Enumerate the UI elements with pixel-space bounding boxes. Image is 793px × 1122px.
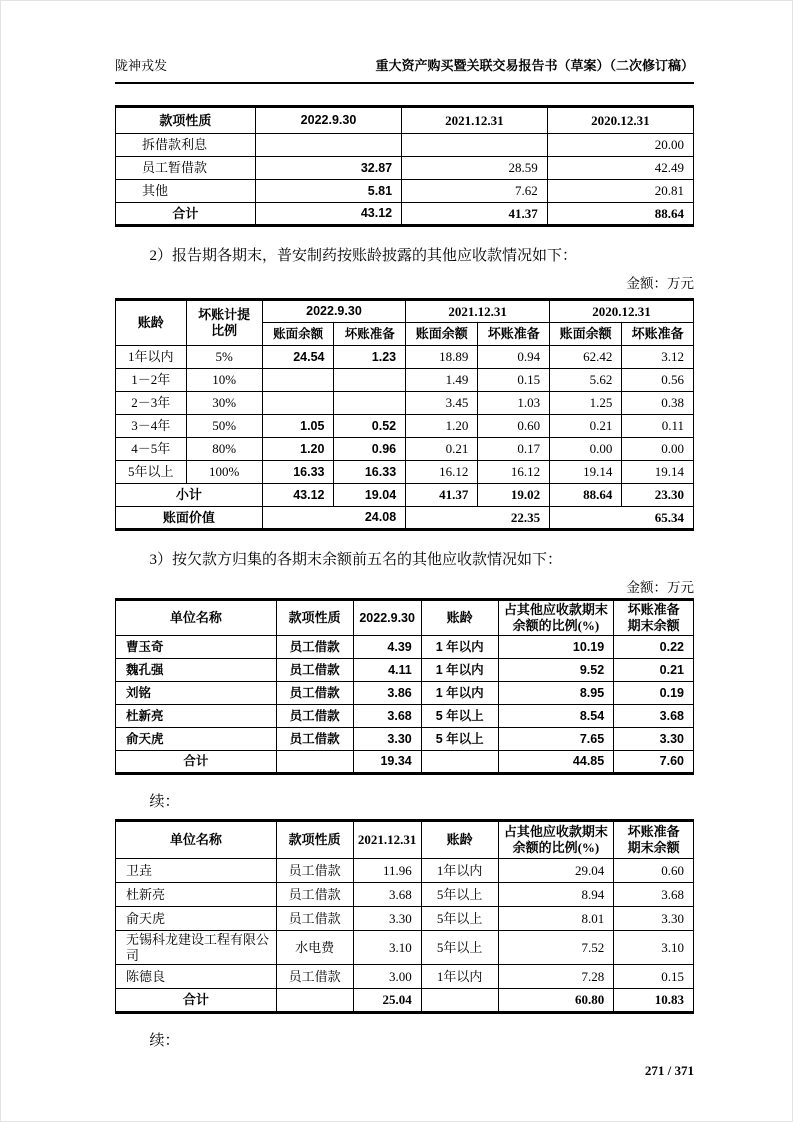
cell: 员工暂借款 bbox=[116, 157, 256, 180]
cell: 7.28 bbox=[498, 965, 614, 989]
cell: 2－3年 bbox=[116, 392, 187, 415]
cell: 60.80 bbox=[498, 989, 614, 1013]
cell: 88.64 bbox=[547, 203, 693, 226]
cell: 4.39 bbox=[353, 636, 421, 659]
cell: 0.60 bbox=[478, 415, 550, 438]
cell: 0.00 bbox=[550, 438, 622, 461]
cell: 员工借款 bbox=[276, 682, 353, 705]
cell: 43.12 bbox=[255, 203, 401, 226]
table-total-row bbox=[116, 989, 694, 1013]
table-row bbox=[116, 415, 694, 438]
cell: 16.33 bbox=[334, 461, 406, 484]
page-number: 271 / 371 bbox=[644, 1063, 694, 1079]
cell bbox=[421, 989, 498, 1013]
cell: 合计 bbox=[116, 751, 277, 774]
table-row bbox=[116, 134, 694, 157]
cell: 3.30 bbox=[353, 728, 421, 751]
header-cell-label: 坏账准备期末余额 bbox=[627, 602, 680, 633]
cell: 3.00 bbox=[353, 965, 421, 989]
table-total-row bbox=[116, 203, 694, 226]
table-header-row bbox=[116, 107, 694, 134]
table-header-row bbox=[116, 600, 694, 636]
cell: 62.42 bbox=[550, 346, 622, 369]
cell: 其他 bbox=[116, 180, 256, 203]
table-row bbox=[116, 682, 694, 705]
cell bbox=[262, 392, 334, 415]
cell: 1 年以内 bbox=[421, 636, 498, 659]
cell: 1.25 bbox=[550, 392, 622, 415]
cell: 0.21 bbox=[406, 438, 478, 461]
cell: 小计 bbox=[116, 484, 263, 507]
table-row bbox=[116, 728, 694, 751]
cell: 24.08 bbox=[262, 507, 405, 530]
header-cell-label: 坏账准备期末余额 bbox=[627, 824, 680, 855]
section-2-heading: 2）报告期各期末，普安制药按账龄披露的其他应收款情况如下： bbox=[149, 248, 578, 264]
cell: 4.11 bbox=[353, 659, 421, 682]
cell: 3.10 bbox=[353, 931, 421, 965]
cell: 7.62 bbox=[402, 180, 548, 203]
cell: 员工借款 bbox=[276, 636, 353, 659]
cell: 3.68 bbox=[614, 705, 694, 728]
cell: 1.20 bbox=[262, 438, 334, 461]
cell: 5 年以上 bbox=[421, 705, 498, 728]
cell: 16.33 bbox=[262, 461, 334, 484]
cell: 1.05 bbox=[262, 415, 334, 438]
header-cell: 2022.9.30 bbox=[255, 107, 401, 134]
cell: 合计 bbox=[116, 203, 256, 226]
cell: 5.81 bbox=[255, 180, 401, 203]
cell: 3.68 bbox=[614, 883, 694, 907]
cell: 80% bbox=[186, 438, 262, 461]
cell: 32.87 bbox=[255, 157, 401, 180]
cell: 1年以内 bbox=[421, 965, 498, 989]
table-bookvalue-row bbox=[116, 507, 694, 530]
header-cell: 坏账准备 bbox=[478, 323, 550, 346]
cell: 0.96 bbox=[334, 438, 406, 461]
cell bbox=[255, 134, 401, 157]
unit-label: 金额：万元 bbox=[626, 580, 694, 595]
table-header-row bbox=[116, 821, 694, 859]
cell: 5年以上 bbox=[421, 907, 498, 931]
cell: 88.64 bbox=[550, 484, 622, 507]
header-cell-label: 占其他应收款期末余额的比例(%) bbox=[503, 602, 608, 633]
header-cell: 坏账准备 bbox=[334, 323, 406, 346]
cell: 10.83 bbox=[614, 989, 694, 1013]
cell: 19.04 bbox=[334, 484, 406, 507]
cell: 0.22 bbox=[614, 636, 694, 659]
cell: 19.02 bbox=[478, 484, 550, 507]
header-cell: 单位名称 bbox=[116, 600, 277, 636]
cell: 8.54 bbox=[498, 705, 614, 728]
cell: 1年以内 bbox=[116, 346, 187, 369]
header-cell bbox=[498, 821, 614, 859]
cell: 0.19 bbox=[614, 682, 694, 705]
header-cell: 2020.12.31 bbox=[550, 300, 694, 323]
top5-debtors-table-2022 bbox=[115, 598, 694, 775]
header-cell bbox=[614, 821, 694, 859]
header-cell: 2020.12.31 bbox=[547, 107, 693, 134]
header-cell: 账龄 bbox=[421, 821, 498, 859]
header-cell: 2021.12.31 bbox=[353, 821, 421, 859]
header-cell: 款项性质 bbox=[276, 600, 353, 636]
cell: 员工借款 bbox=[276, 705, 353, 728]
header-cell: 款项性质 bbox=[276, 821, 353, 859]
cell: 0.56 bbox=[622, 369, 694, 392]
table-total-row bbox=[116, 751, 694, 774]
cell: 25.04 bbox=[353, 989, 421, 1013]
cell: 7.65 bbox=[498, 728, 614, 751]
cell: 18.89 bbox=[406, 346, 478, 369]
continuation-label: 续： bbox=[149, 1033, 180, 1050]
cell: 账面价值 bbox=[116, 507, 263, 530]
page-content bbox=[115, 1, 694, 1079]
cell: 4－5年 bbox=[116, 438, 187, 461]
cell: 1－2年 bbox=[116, 369, 187, 392]
cell bbox=[421, 751, 498, 774]
cell: 44.85 bbox=[498, 751, 614, 774]
cell bbox=[402, 134, 548, 157]
unit-label: 金额：万元 bbox=[626, 276, 694, 291]
cell: 刘铭 bbox=[116, 682, 277, 705]
cell: 俞天虎 bbox=[116, 728, 277, 751]
cell: 3.12 bbox=[622, 346, 694, 369]
cell bbox=[334, 369, 406, 392]
table-row bbox=[116, 965, 694, 989]
header-cell: 款项性质 bbox=[116, 107, 256, 134]
cell: 3.10 bbox=[614, 931, 694, 965]
cell: 28.59 bbox=[402, 157, 548, 180]
document-header bbox=[115, 1, 694, 84]
cell: 拆借款利息 bbox=[116, 134, 256, 157]
table-row bbox=[116, 461, 694, 484]
cell: 29.04 bbox=[498, 859, 614, 883]
cell: 0.21 bbox=[550, 415, 622, 438]
table-row bbox=[116, 369, 694, 392]
header-cell: 2022.9.30 bbox=[353, 600, 421, 636]
cell: 20.00 bbox=[547, 134, 693, 157]
cell: 0.17 bbox=[478, 438, 550, 461]
cell: 3－4年 bbox=[116, 415, 187, 438]
table-row bbox=[116, 705, 694, 728]
cell: 7.52 bbox=[498, 931, 614, 965]
doc-header-title: 重大资产购买暨关联交易报告书（草案）（二次修订稿） bbox=[375, 58, 694, 73]
doc-header-company: 陇神戎发 bbox=[115, 58, 168, 73]
cell: 3.68 bbox=[353, 883, 421, 907]
cell: 3.86 bbox=[353, 682, 421, 705]
section-3-heading: 3）按欠款方归集的各期末余额前五名的其他应收款情况如下： bbox=[149, 552, 563, 568]
header-cell-label: 坏账计提比例 bbox=[198, 307, 251, 338]
header-cell: 坏账准备 bbox=[622, 323, 694, 346]
cell: 曹玉奇 bbox=[116, 636, 277, 659]
header-cell bbox=[186, 300, 262, 346]
cell: 24.54 bbox=[262, 346, 334, 369]
table-row bbox=[116, 859, 694, 883]
cell: 8.01 bbox=[498, 907, 614, 931]
table-row bbox=[116, 392, 694, 415]
loan-nature-table bbox=[115, 105, 694, 227]
cell: 8.95 bbox=[498, 682, 614, 705]
cell: 5 年以上 bbox=[421, 728, 498, 751]
cell: 员工借款 bbox=[276, 859, 353, 883]
cell: 无锡科龙建设工程有限公司 bbox=[116, 931, 277, 965]
header-cell: 账面余额 bbox=[406, 323, 478, 346]
table-row bbox=[116, 438, 694, 461]
table-row bbox=[116, 346, 694, 369]
cell: 1.49 bbox=[406, 369, 478, 392]
cell: 16.12 bbox=[478, 461, 550, 484]
cell: 9.52 bbox=[498, 659, 614, 682]
top5-debtors-table-2021 bbox=[115, 819, 694, 1014]
aging-table bbox=[115, 298, 694, 531]
cell: 30% bbox=[186, 392, 262, 415]
table-row bbox=[116, 907, 694, 931]
cell: 11.96 bbox=[353, 859, 421, 883]
cell: 5% bbox=[186, 346, 262, 369]
cell: 5年以上 bbox=[421, 931, 498, 965]
cell: 42.49 bbox=[547, 157, 693, 180]
cell: 3.68 bbox=[353, 705, 421, 728]
cell: 3.30 bbox=[353, 907, 421, 931]
cell: 0.00 bbox=[622, 438, 694, 461]
table-subtotal-row bbox=[116, 484, 694, 507]
cell: 员工借款 bbox=[276, 883, 353, 907]
cell: 0.21 bbox=[614, 659, 694, 682]
cell: 合计 bbox=[116, 989, 277, 1013]
cell: 员工借款 bbox=[276, 965, 353, 989]
header-cell: 2021.12.31 bbox=[402, 107, 548, 134]
cell: 0.60 bbox=[614, 859, 694, 883]
cell: 23.30 bbox=[622, 484, 694, 507]
cell: 1 年以内 bbox=[421, 659, 498, 682]
header-cell bbox=[498, 600, 614, 636]
cell: 0.15 bbox=[478, 369, 550, 392]
cell: 1.20 bbox=[406, 415, 478, 438]
cell: 员工借款 bbox=[276, 659, 353, 682]
table-header-row bbox=[116, 300, 694, 323]
cell: 16.12 bbox=[406, 461, 478, 484]
table-row bbox=[116, 157, 694, 180]
cell: 5年以上 bbox=[421, 883, 498, 907]
header-cell: 账龄 bbox=[421, 600, 498, 636]
cell: 员工借款 bbox=[276, 907, 353, 931]
cell: 0.38 bbox=[622, 392, 694, 415]
table-row bbox=[116, 180, 694, 203]
header-cell: 账面余额 bbox=[262, 323, 334, 346]
continuation-label: 续： bbox=[149, 794, 180, 810]
cell: 10% bbox=[186, 369, 262, 392]
cell: 陈德良 bbox=[116, 965, 277, 989]
table-row bbox=[116, 659, 694, 682]
cell: 22.35 bbox=[406, 507, 550, 530]
cell: 65.34 bbox=[550, 507, 694, 530]
cell: 水电费 bbox=[276, 931, 353, 965]
cell: 员工借款 bbox=[276, 728, 353, 751]
header-cell: 单位名称 bbox=[116, 821, 277, 859]
cell: 19.14 bbox=[550, 461, 622, 484]
header-cell: 2022.9.30 bbox=[262, 300, 405, 323]
cell: 1年以内 bbox=[421, 859, 498, 883]
header-cell: 2021.12.31 bbox=[406, 300, 550, 323]
cell: 0.15 bbox=[614, 965, 694, 989]
cell: 3.45 bbox=[406, 392, 478, 415]
cell: 100% bbox=[186, 461, 262, 484]
cell bbox=[334, 392, 406, 415]
cell: 杜新亮 bbox=[116, 883, 277, 907]
cell: 卫垚 bbox=[116, 859, 277, 883]
cell: 俞天虎 bbox=[116, 907, 277, 931]
cell bbox=[262, 369, 334, 392]
cell: 1.03 bbox=[478, 392, 550, 415]
cell: 50% bbox=[186, 415, 262, 438]
cell: 3.30 bbox=[614, 907, 694, 931]
table-row bbox=[116, 883, 694, 907]
header-cell: 账面余额 bbox=[550, 323, 622, 346]
cell: 1.23 bbox=[334, 346, 406, 369]
cell bbox=[276, 989, 353, 1013]
cell: 8.94 bbox=[498, 883, 614, 907]
cell: 杜新亮 bbox=[116, 705, 277, 728]
cell: 20.81 bbox=[547, 180, 693, 203]
cell: 3.30 bbox=[614, 728, 694, 751]
cell: 43.12 bbox=[262, 484, 334, 507]
cell: 19.14 bbox=[622, 461, 694, 484]
cell: 10.19 bbox=[498, 636, 614, 659]
cell: 5年以上 bbox=[116, 461, 187, 484]
header-cell-label: 占其他应收款期末余额的比例(%) bbox=[503, 824, 608, 855]
cell: 19.34 bbox=[353, 751, 421, 774]
cell: 魏孔强 bbox=[116, 659, 277, 682]
cell: 41.37 bbox=[402, 203, 548, 226]
cell: 41.37 bbox=[406, 484, 478, 507]
table-row bbox=[116, 931, 694, 965]
table-row bbox=[116, 636, 694, 659]
cell: 1 年以内 bbox=[421, 682, 498, 705]
cell: 0.11 bbox=[622, 415, 694, 438]
cell: 7.60 bbox=[614, 751, 694, 774]
cell: 0.52 bbox=[334, 415, 406, 438]
header-cell bbox=[614, 600, 694, 636]
header-cell: 账龄 bbox=[116, 300, 187, 346]
cell bbox=[276, 751, 353, 774]
cell: 5.62 bbox=[550, 369, 622, 392]
cell: 0.94 bbox=[478, 346, 550, 369]
